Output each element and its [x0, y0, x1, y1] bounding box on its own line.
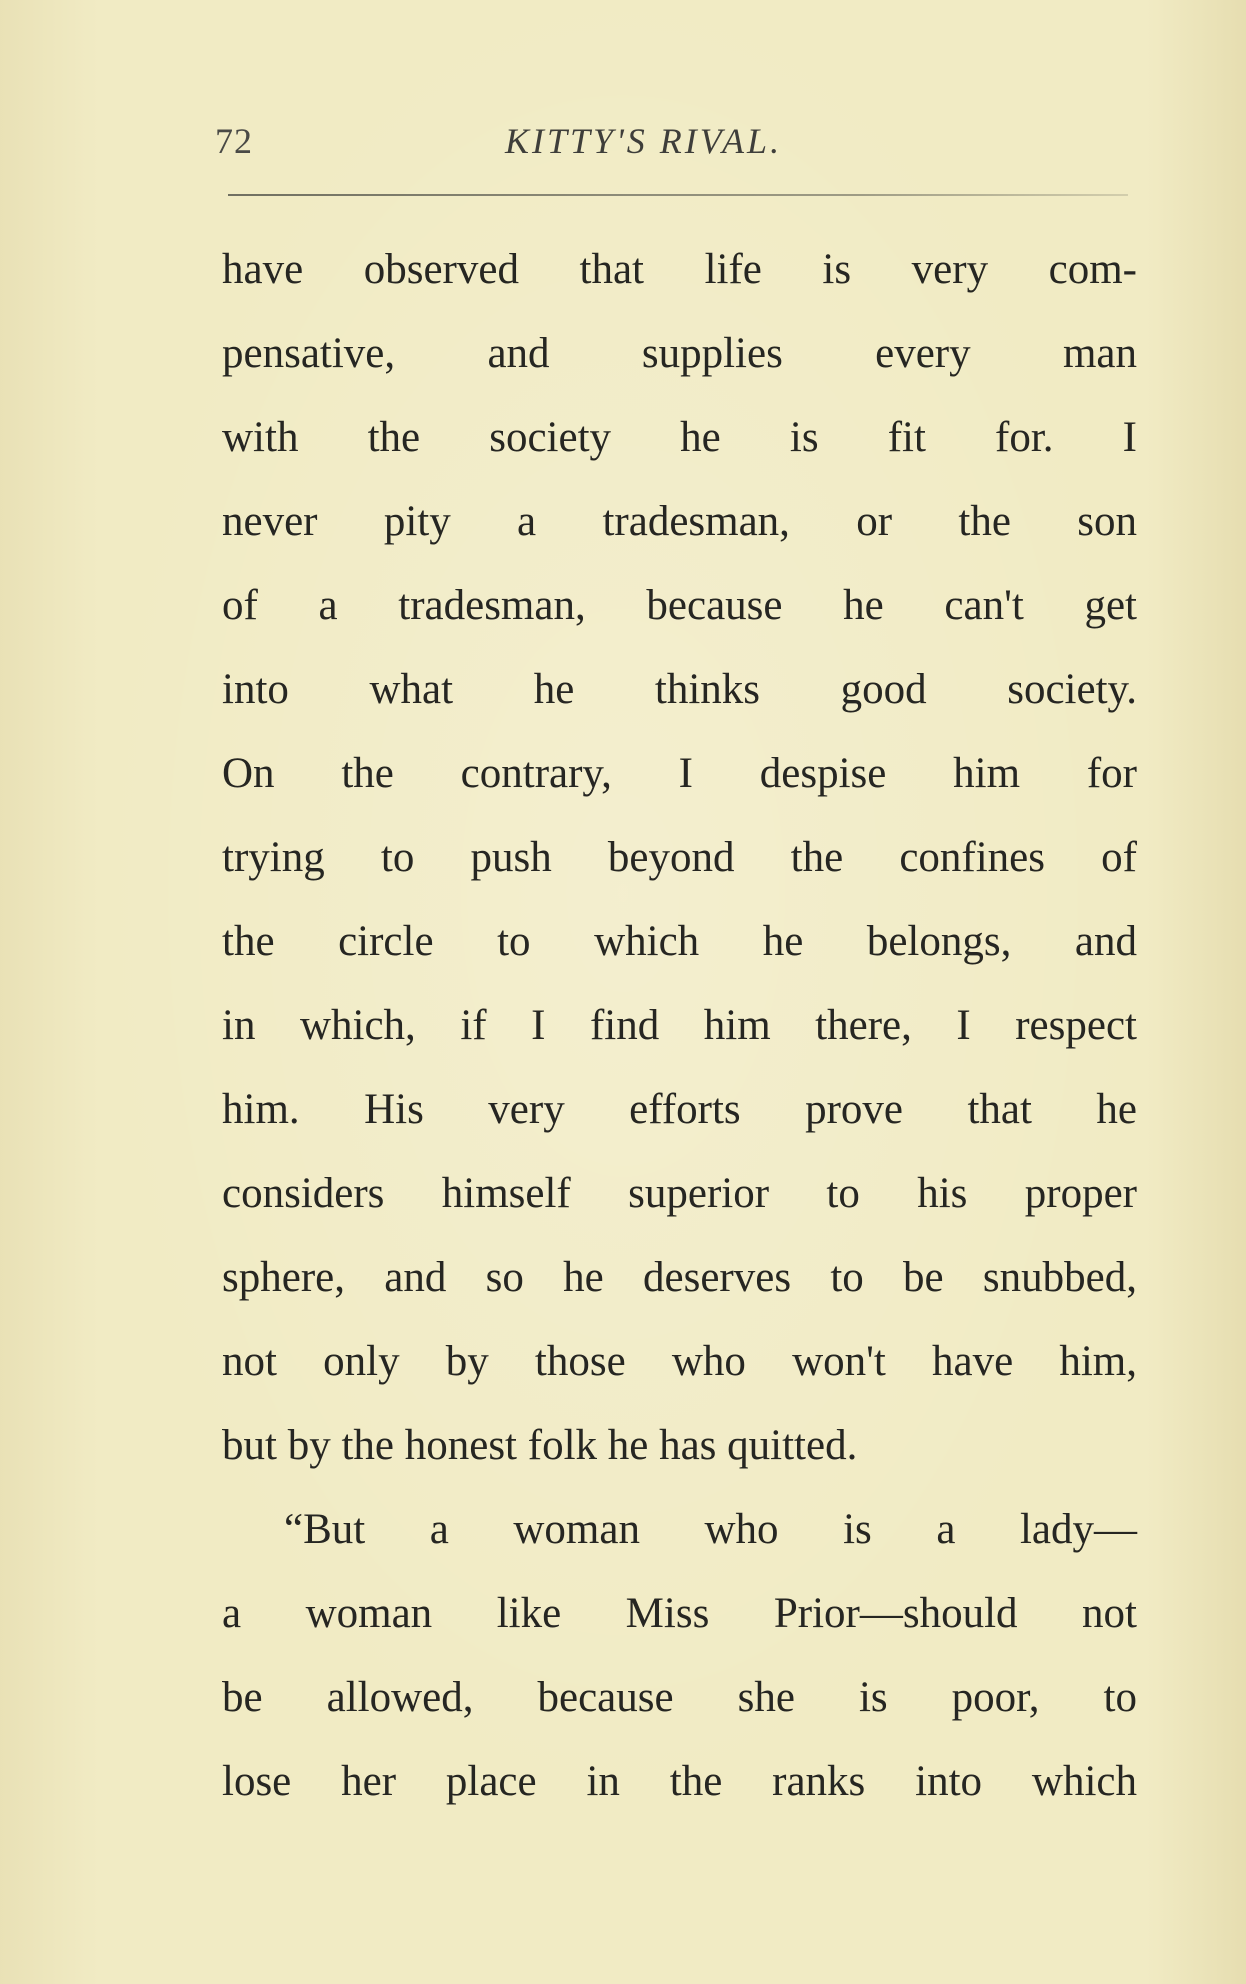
- text-line: in which, if I find him there, I respect: [222, 1002, 1137, 1049]
- text-line: On the contrary, I despise him for: [222, 750, 1137, 797]
- text-line: lose her place in the ranks into which: [222, 1758, 1137, 1805]
- text-line: not only by those who won't have him,: [222, 1338, 1137, 1385]
- text-line: pensative, and supplies every man: [222, 330, 1137, 377]
- text-line: sphere, and so he deserves to be snubbed,: [222, 1254, 1137, 1301]
- text-line: him. His very efforts prove that he: [222, 1086, 1137, 1133]
- text-line: considers himself superior to his proper: [222, 1170, 1137, 1217]
- text-line: into what he thinks good society.: [222, 666, 1137, 713]
- text-line: the circle to which he belongs, and: [222, 918, 1137, 965]
- text-line: be allowed, because she is poor, to: [222, 1674, 1137, 1721]
- text-line: have observed that life is very com-: [222, 246, 1137, 293]
- text-line: trying to push beyond the confines of: [222, 834, 1137, 881]
- page-number: 72: [215, 121, 253, 161]
- text-line: a woman like Miss Prior—should not: [222, 1590, 1137, 1637]
- text-line: “But a woman who is a lady—: [284, 1506, 1137, 1553]
- running-head: KITTY'S RIVAL.: [505, 121, 783, 161]
- text-line: but by the honest folk he has quitted.: [222, 1422, 858, 1469]
- page-header: [215, 120, 1135, 170]
- text-line: of a tradesman, because he can't get: [222, 582, 1137, 629]
- header-rule: [228, 194, 1128, 196]
- text-line: never pity a tradesman, or the son: [222, 498, 1137, 545]
- text-line: with the society he is fit for. I: [222, 414, 1137, 461]
